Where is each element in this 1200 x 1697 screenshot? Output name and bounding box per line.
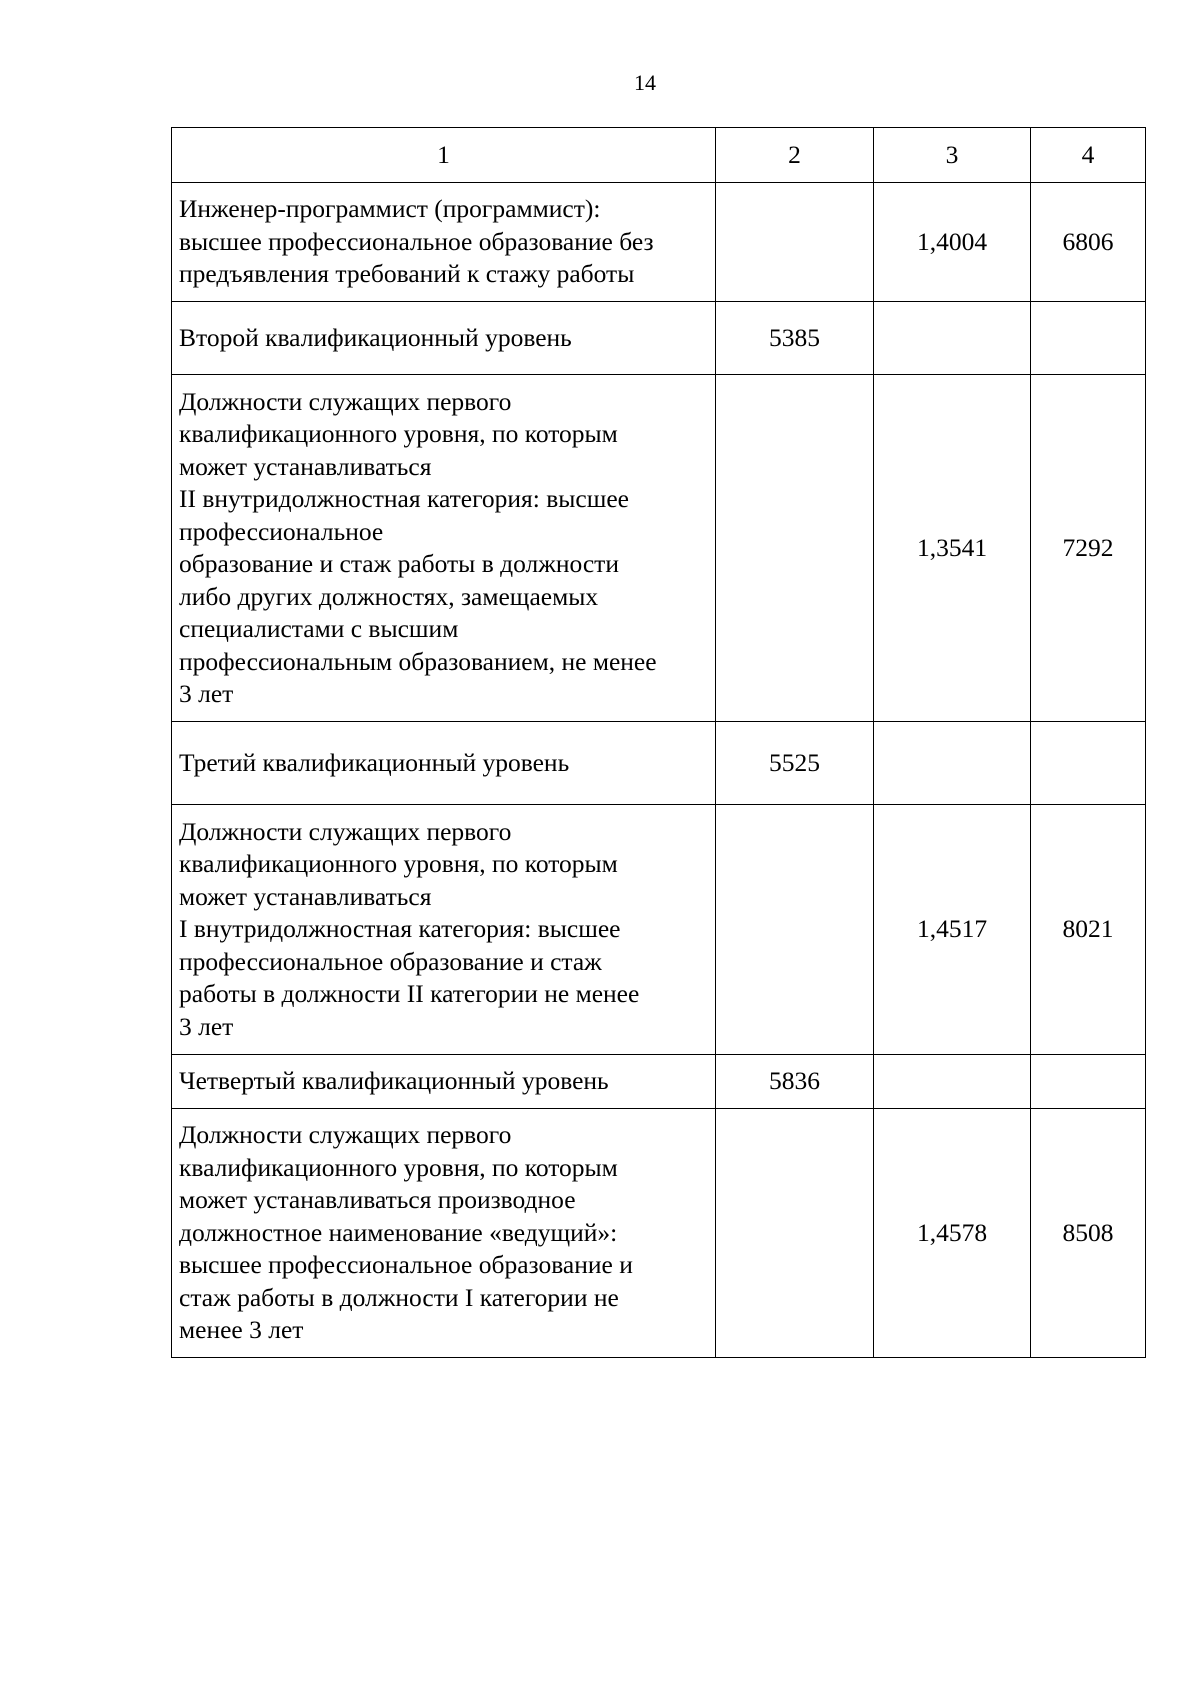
qualification-level-title: Второй квалификационный уровень — [172, 302, 716, 375]
position-description: Должности служащих первого квалификационного уровня, по которым может устанавливаться II внутридолжностная категория: высшее профессиональное образование и стаж работы в должности либо других должностях, замещаемых специалистами с высшим профессиональным образованием, не менее 3 лет — [172, 375, 716, 722]
coefficient-cell — [874, 302, 1031, 375]
base-salary-cell — [716, 183, 874, 302]
base-salary-cell: 5836 — [716, 1055, 874, 1109]
column-number-2: 2 — [716, 128, 874, 183]
salary-cell — [1031, 722, 1146, 805]
table-row — [172, 722, 1146, 805]
salary-cell — [1031, 1055, 1146, 1109]
coefficient-cell: 1,4517 — [874, 805, 1031, 1055]
coefficient-cell: 1,4578 — [874, 1109, 1031, 1358]
salary-cell: 8021 — [1031, 805, 1146, 1055]
salary-cell: 6806 — [1031, 183, 1146, 302]
base-salary-cell: 5385 — [716, 302, 874, 375]
coefficient-cell: 1,3541 — [874, 375, 1031, 722]
qualification-level-title: Третий квалификационный уровень — [172, 722, 716, 805]
table-row — [172, 183, 1146, 302]
position-description: Должности служащих первого квалификационного уровня, по которым может устанавливаться I внутридолжностная категория: высшее профессиональное образование и стаж работы в должности II категории не менее 3 лет — [172, 805, 716, 1055]
salary-cell: 7292 — [1031, 375, 1146, 722]
coefficient-cell: 1,4004 — [874, 183, 1031, 302]
salary-table — [171, 127, 1146, 1358]
column-number-3: 3 — [874, 128, 1031, 183]
table-row — [172, 1055, 1146, 1109]
base-salary-cell: 5525 — [716, 722, 874, 805]
position-description: Инженер-программист (программист): высшее профессиональное образование без предъявления требований к стажу работы — [172, 183, 716, 302]
salary-cell — [1031, 302, 1146, 375]
coefficient-cell — [874, 1055, 1031, 1109]
position-description: Должности служащих первого квалификационного уровня, по которым может устанавливаться производное должностное наименование «ведущий»: высшее профессиональное образование и стаж работы в должности I категории не менее 3 лет — [172, 1109, 716, 1358]
table-row — [172, 805, 1146, 1055]
column-number-4: 4 — [1031, 128, 1146, 183]
table-header-row — [172, 128, 1146, 183]
table-row — [172, 1109, 1146, 1358]
base-salary-cell — [716, 375, 874, 722]
table-row — [172, 375, 1146, 722]
coefficient-cell — [874, 722, 1031, 805]
qualification-level-title: Четвертый квалификационный уровень — [172, 1055, 716, 1109]
base-salary-cell — [716, 805, 874, 1055]
base-salary-cell — [716, 1109, 874, 1358]
page-number: 14 — [634, 70, 656, 95]
column-number-1: 1 — [172, 128, 716, 183]
salary-cell: 8508 — [1031, 1109, 1146, 1358]
table-row — [172, 302, 1146, 375]
